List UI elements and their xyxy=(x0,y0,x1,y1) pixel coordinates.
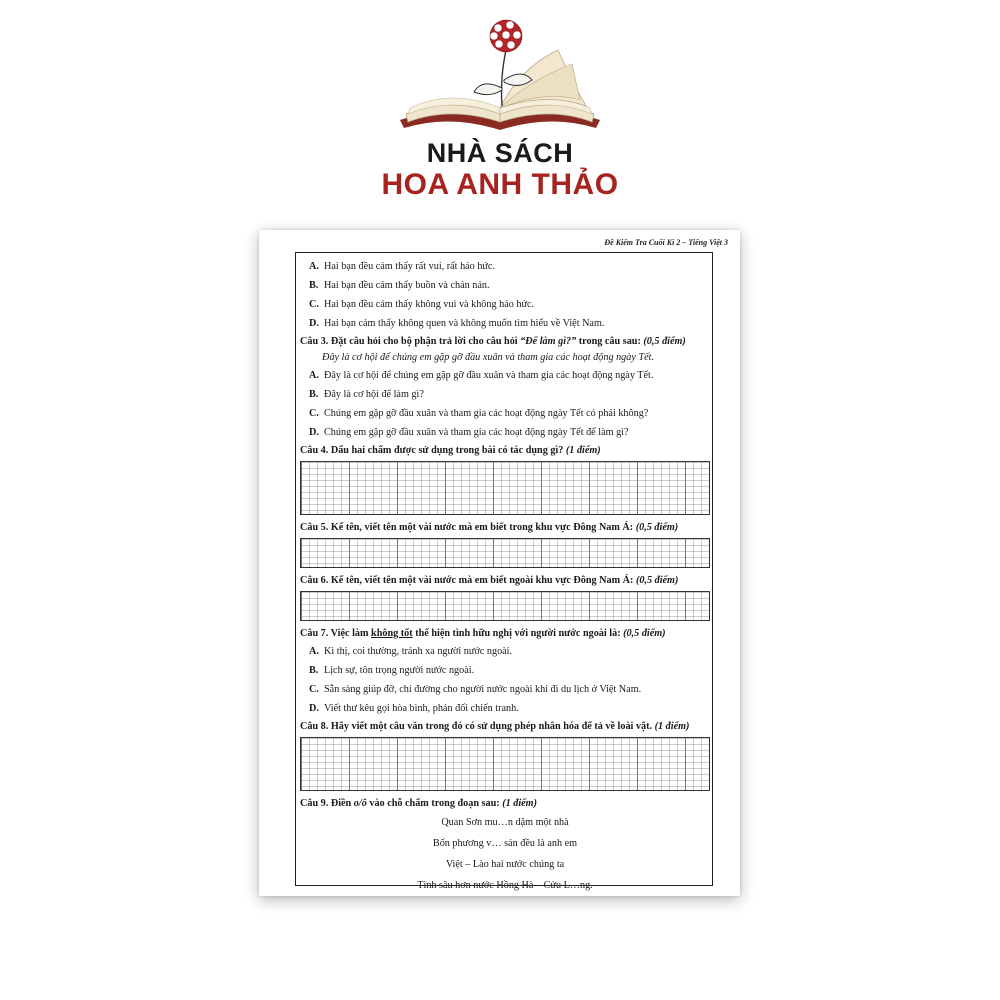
q3-option-d: D. Chúng em gặp gỡ đầu xuân và tham gia các hoạt động ngày Tết để làm gì? xyxy=(309,427,629,438)
question-8: Câu 8. Hãy viết một câu văn trong đó có sử dụng phép nhân hóa để tả về loài vật. (1 điểm) xyxy=(300,721,690,732)
poem-line: Quan Sơn mu…n dặm một nhà xyxy=(441,817,569,828)
q7-option-a: A. Kì thị, coi thường, tránh xa người nước ngoài. xyxy=(309,646,513,657)
open-book-flower-icon xyxy=(390,8,610,138)
q3-option-c: C. Chúng em gặp gỡ đầu xuân và tham gia các hoạt động ngày Tết có phải không? xyxy=(309,408,649,419)
option-a: A. Hai bạn đều cảm thấy rất vui, rất háo hức. xyxy=(309,261,496,272)
brand-name-line1: NHÀ SÁCH xyxy=(426,138,574,168)
question-6: Câu 6. Kể tên, viết tên một vài nước mà em biết ngoài khu vực Đông Nam Á: (0,5 điểm) xyxy=(300,575,679,586)
option-c: C. Hai bạn đều cảm thấy không vui và không háo hức. xyxy=(309,299,535,310)
page-header: Đề Kiểm Tra Cuối Kì 2 – Tiếng Việt 3 xyxy=(604,238,728,247)
page-frame xyxy=(295,252,713,891)
poem-line: Bốn phương v… sản đều là anh em xyxy=(432,838,578,849)
q9-poem xyxy=(300,812,710,896)
question-5: Câu 5. Kể tên, viết tên một vài nước mà em biết trong khu vực Đông Nam Á: (0,5 điểm) xyxy=(300,522,679,533)
brand-name-line2: HOA ANH THẢO xyxy=(381,168,619,201)
exam-page xyxy=(259,230,740,896)
q7-option-b: B. Lịch sự, tôn trọng người nước ngoài. xyxy=(309,665,475,676)
question-3: Câu 3. Đặt câu hỏi cho bộ phận trả lời cho câu hỏi “Để làm gì?” trong câu sau: (0,5 điểm) xyxy=(300,336,686,347)
q7-option-c: C. Sẵn sàng giúp đỡ, chỉ đường cho người nước ngoài khi đi du lịch ở Việt Nam. xyxy=(309,684,642,695)
page-content xyxy=(300,257,710,896)
q3-option-b: B. Đây là cơ hội để làm gì? xyxy=(309,389,424,400)
option-d: D. Hai bạn cảm thấy không quen và không muốn tìm hiểu về Việt Nam. xyxy=(309,318,605,329)
poem-line: Việt – Lào hai nước chúng ta xyxy=(445,859,565,870)
poem-line: Tình sâu hơn nước Hồng Hà – Cửu L…ng. xyxy=(417,880,593,891)
answer-grid-q4[interactable] xyxy=(300,461,710,515)
answer-grid-q6[interactable] xyxy=(300,591,710,621)
brand-logo xyxy=(0,0,1000,215)
answer-grid-q5[interactable] xyxy=(300,538,710,568)
q3-option-a: A. Đây là cơ hội để chúng em gặp gỡ đầu xuân và tham gia các hoạt động ngày Tết. xyxy=(309,370,654,381)
question-4: Câu 4. Dấu hai chấm được sử dụng trong bài có tác dụng gì? (1 điểm) xyxy=(300,445,601,456)
question-7: Câu 7. Việc làm không tốt thể hiện tình hữu nghị với người nước ngoài là: (0,5 điểm) xyxy=(300,628,666,639)
q7-option-d: D. Viết thư kêu gọi hòa bình, phản đối chiến tranh. xyxy=(309,703,519,714)
question-3-sentence: Đây là cơ hội để chúng em gặp gỡ đầu xuân và tham gia các hoạt động ngày Tết. xyxy=(322,352,655,363)
option-b: B. Hai bạn đều cảm thấy buồn và chán nản. xyxy=(309,280,490,291)
question-9: Câu 9. Điền o/ô vào chỗ chấm trong đoạn sau: (1 điểm) xyxy=(300,798,537,809)
answer-grid-q8[interactable] xyxy=(300,737,710,791)
